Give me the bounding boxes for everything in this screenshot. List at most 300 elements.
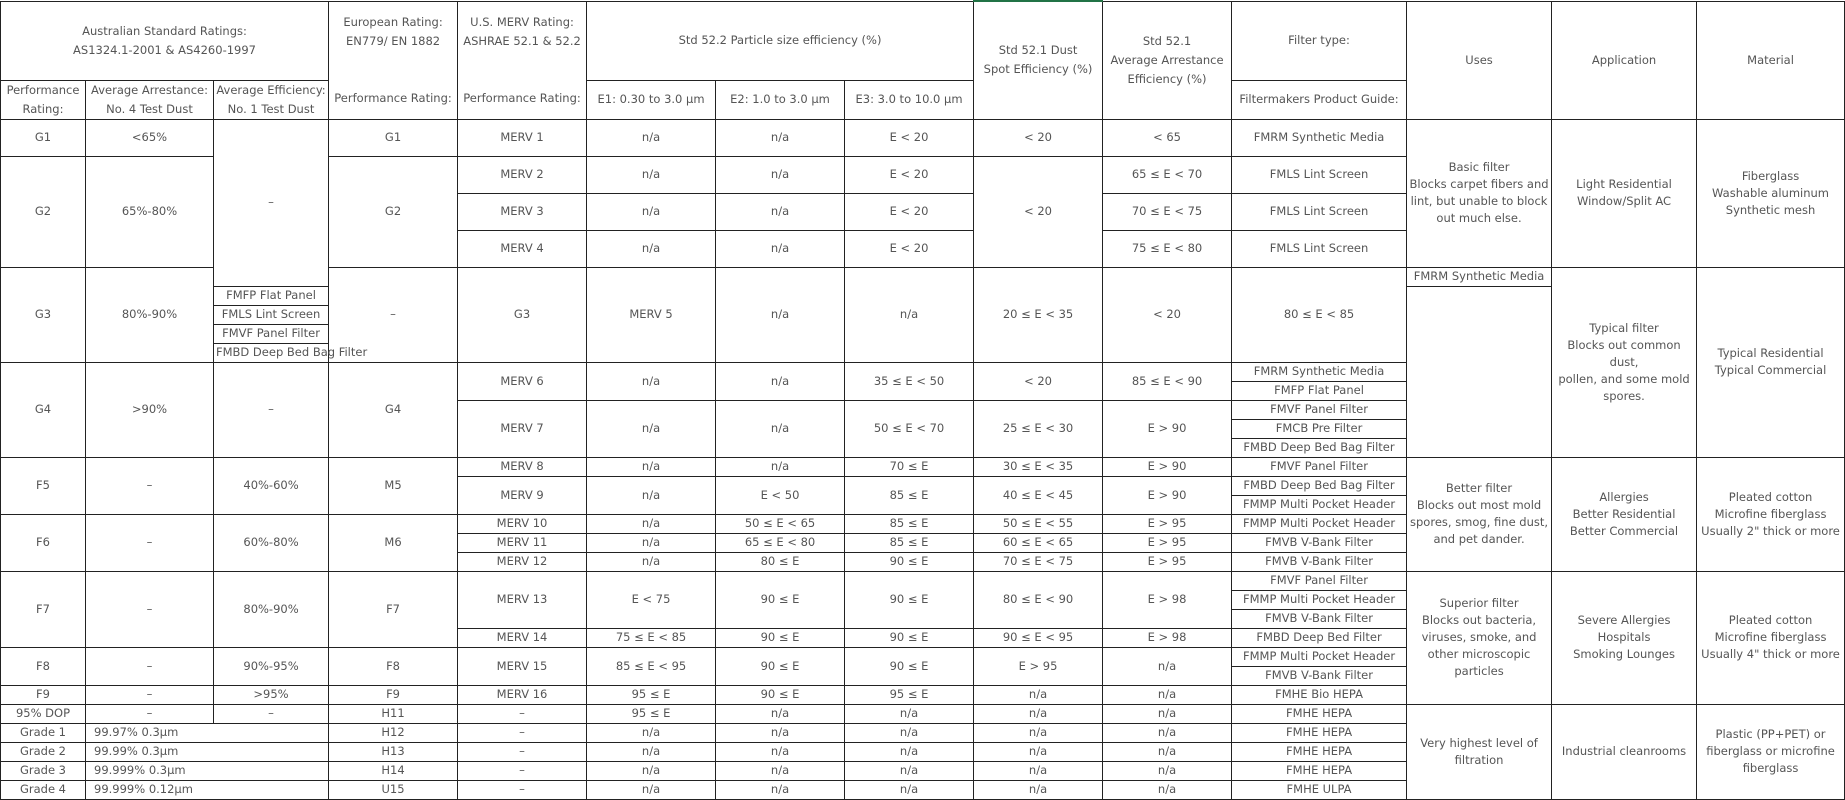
uses-line: Superior filter (1439, 596, 1519, 610)
cell[interactable]: F6 (1, 514, 86, 571)
cell[interactable]: n/a (716, 400, 845, 457)
cell[interactable]: E < 20 (845, 119, 974, 156)
average-efficiency-line1: Average Efficiency: (216, 82, 326, 97)
table-row (1, 571, 1845, 590)
cell[interactable]: – (214, 704, 329, 723)
uses-line: viruses, smoke, and (1421, 630, 1537, 644)
cell[interactable]: 80%-90% (86, 267, 214, 362)
cell[interactable]: 80 ≤ E < 90 (974, 571, 1103, 628)
cell[interactable]: < 20 (974, 362, 1103, 400)
cell[interactable]: FMMP Multi Pocket Header (1232, 495, 1407, 514)
cell[interactable]: MERV 12 (458, 552, 587, 571)
cell[interactable]: 50 ≤ E < 55 (974, 514, 1103, 533)
cell[interactable]: FMLS Lint Screen (1232, 156, 1407, 193)
performance-rating-line2: Rating: (22, 101, 64, 116)
cell[interactable]: FMVB V-Bank Filter (1232, 666, 1407, 685)
cell[interactable]: E > 95 (974, 647, 1103, 685)
material-line: Pleated cotton (1728, 489, 1813, 504)
cell[interactable]: n/a (587, 533, 716, 552)
cell[interactable]: F8 (1, 647, 86, 685)
cell[interactable]: MERV 1 (458, 119, 587, 156)
cell[interactable]: E > 90 (1103, 400, 1232, 457)
cell[interactable]: 70 ≤ E (845, 457, 974, 476)
cell[interactable]: MERV 6 (458, 362, 587, 400)
cell[interactable]: 50 ≤ E < 65 (716, 514, 845, 533)
cell[interactable]: n/a (587, 230, 716, 267)
cell[interactable]: 90 ≤ E (845, 571, 974, 628)
cell[interactable]: FMBD Deep Bed Filter (1232, 628, 1407, 647)
uses-line: Blocks out common dust, (1567, 337, 1681, 369)
australian-ratings-title: Australian Standard Ratings: (82, 23, 247, 38)
cell[interactable]: n/a (587, 723, 716, 742)
cell[interactable]: FMRM Synthetic Media (1232, 119, 1407, 156)
cell[interactable]: E < 20 (845, 193, 974, 230)
cell[interactable]: 99.999% 0.3µm (86, 761, 329, 780)
cell[interactable]: 90 ≤ E (716, 571, 845, 628)
cell[interactable]: n/a (974, 761, 1103, 780)
material-better[interactable] (1697, 457, 1845, 571)
cell[interactable]: – (86, 457, 214, 514)
cell[interactable]: F7 (329, 571, 458, 647)
cell[interactable]: n/a (845, 780, 974, 799)
cell[interactable]: H14 (329, 761, 458, 780)
application-line: Better Commercial (1569, 523, 1679, 538)
cell[interactable]: FMVB V-Bank Filter (1232, 552, 1407, 571)
cell[interactable]: MERV 13 (458, 571, 587, 628)
application-line: Smoking Lounges (1573, 647, 1675, 661)
cell[interactable]: H13 (329, 742, 458, 761)
cell[interactable]: n/a (1103, 704, 1232, 723)
cell[interactable]: n/a (716, 761, 845, 780)
application-line: Light Residential (1576, 177, 1672, 191)
cell[interactable]: 65 ≤ E < 80 (716, 533, 845, 552)
uses-typical[interactable] (1552, 267, 1697, 457)
uses-line: pollen, and some mold (1558, 371, 1690, 386)
cell[interactable]: – (86, 514, 214, 571)
material-line: Washable aluminum (1712, 185, 1829, 200)
cell[interactable]: n/a (1103, 685, 1232, 704)
cell[interactable]: n/a (845, 723, 974, 742)
uses-line: filtration (1454, 752, 1504, 767)
performance-rating-line1: Performance (6, 82, 80, 97)
cell[interactable]: U15 (329, 780, 458, 799)
cell[interactable]: – (458, 780, 587, 799)
cell[interactable]: 85 ≤ E (845, 533, 974, 552)
cell[interactable]: n/a (716, 230, 845, 267)
cell[interactable]: F9 (1, 685, 86, 704)
uses-line: Blocks out most mold (1416, 498, 1542, 512)
cell[interactable]: n/a (974, 723, 1103, 742)
cell[interactable]: 70 ≤ E < 75 (974, 552, 1103, 571)
cell[interactable]: n/a (587, 156, 716, 193)
cell[interactable]: n/a (716, 704, 845, 723)
cell[interactable]: FMLS Lint Screen (1232, 230, 1407, 267)
uses-line: Very highest level of (1420, 735, 1538, 750)
cell[interactable]: FMLS Lint Screen (1232, 193, 1407, 230)
cell[interactable]: FMVB V-Bank Filter (1232, 533, 1407, 552)
cell[interactable]: n/a (845, 761, 974, 780)
std521-dust-header[interactable] (974, 1, 1103, 119)
cell[interactable]: F9 (329, 685, 458, 704)
uses-line: other microscopic (1427, 647, 1531, 661)
cell[interactable]: – (86, 685, 214, 704)
cell[interactable]: Grade 4 (1, 780, 86, 799)
cell[interactable]: G3 (1, 267, 86, 362)
e3-header[interactable]: E3: 3.0 to 10.0 µm (845, 80, 974, 119)
cell[interactable]: MERV 11 (458, 533, 587, 552)
cell[interactable]: – (458, 742, 587, 761)
cell[interactable]: n/a (716, 362, 845, 400)
cell[interactable]: n/a (716, 193, 845, 230)
cell[interactable]: n/a (1103, 761, 1232, 780)
cell[interactable]: n/a (974, 780, 1103, 799)
table-row (1, 119, 1845, 156)
cell[interactable]: MERV 15 (458, 647, 587, 685)
cell[interactable]: – (214, 362, 329, 457)
cell[interactable]: – (86, 571, 214, 647)
uses-line: particles (1454, 664, 1504, 678)
cell[interactable]: E > 95 (1103, 552, 1232, 571)
cell[interactable]: F8 (329, 647, 458, 685)
cell[interactable]: 40%-60% (214, 457, 329, 514)
cell[interactable]: FMBD Deep Bed Bag Filter (1232, 476, 1407, 495)
cell[interactable]: 80%-90% (214, 571, 329, 647)
cell[interactable]: E < 50 (716, 476, 845, 514)
cell[interactable]: n/a (587, 514, 716, 533)
average-efficiency-line2: No. 1 Test Dust (227, 101, 315, 116)
material-line: Microfine fiberglass (1714, 506, 1827, 521)
cell[interactable]: FMBD Deep Bed Bag Filter (214, 343, 329, 362)
cell[interactable]: Grade 3 (1, 761, 86, 780)
european-rating-header[interactable] (329, 1, 458, 119)
cell[interactable]: E < 20 (845, 230, 974, 267)
merv-performance-rating-label: Performance Rating: (463, 90, 581, 105)
material-line: Microfine fiberglass (1714, 630, 1827, 644)
cell[interactable]: E > 95 (1103, 533, 1232, 552)
cell[interactable]: n/a (845, 704, 974, 723)
cell[interactable]: 90 ≤ E (716, 628, 845, 647)
cell[interactable]: MERV 9 (458, 476, 587, 514)
cell[interactable]: 35 ≤ E < 50 (845, 362, 974, 400)
cell[interactable]: n/a (716, 267, 845, 362)
application-typical[interactable] (1697, 267, 1845, 457)
cell[interactable]: – (458, 761, 587, 780)
cell[interactable]: 90 ≤ E (845, 647, 974, 685)
cell[interactable]: FMHE HEPA (1232, 723, 1407, 742)
cell[interactable]: MERV 8 (458, 457, 587, 476)
cell[interactable]: 95 ≤ E (587, 685, 716, 704)
cell[interactable]: n/a (716, 723, 845, 742)
application-superior[interactable] (1552, 571, 1697, 704)
average-efficiency-header[interactable] (214, 80, 329, 119)
cell[interactable]: 65 ≤ E < 70 (1103, 156, 1232, 193)
cell[interactable]: 90 ≤ E (716, 647, 845, 685)
cell[interactable]: F5 (1, 457, 86, 514)
cell[interactable]: n/a (716, 119, 845, 156)
material-line: Fiberglass (1741, 168, 1800, 183)
uses-basic[interactable] (1407, 119, 1552, 267)
cell[interactable]: FMVF Panel Filter (1232, 571, 1407, 590)
european-rating-subtitle: EN779/ EN 1882 (345, 33, 441, 48)
uses-line: Blocks carpet fibers and (1409, 177, 1549, 191)
cell[interactable]: n/a (716, 742, 845, 761)
cell[interactable]: n/a (974, 685, 1103, 704)
cell[interactable]: MERV 14 (458, 628, 587, 647)
cell[interactable]: n/a (845, 742, 974, 761)
cell[interactable]: F7 (1, 571, 86, 647)
cell[interactable]: >95% (214, 685, 329, 704)
uses-line: spores. (1603, 388, 1645, 403)
cell[interactable]: >90% (86, 362, 214, 457)
cell[interactable]: – (458, 704, 587, 723)
uses-line: Typical filter (1589, 320, 1659, 335)
cell[interactable]: – (86, 647, 214, 685)
cell[interactable]: FMLS Lint Screen (214, 305, 329, 324)
european-rating-title: European Rating: (343, 14, 443, 29)
cell[interactable]: MERV 16 (458, 685, 587, 704)
cell[interactable]: G4 (1, 362, 86, 457)
cell[interactable]: G1 (1, 119, 86, 156)
cell[interactable]: 80 ≤ E < 85 (1232, 267, 1407, 362)
cell[interactable]: FMMP Multi Pocket Header (1232, 590, 1407, 609)
application-line: Better Residential (1572, 506, 1676, 521)
product-guide-header[interactable]: Filtermakers Product Guide: (1232, 80, 1407, 119)
table-row (1, 457, 1845, 476)
cell[interactable]: G1 (329, 119, 458, 156)
cell[interactable]: FMHE Bio HEPA (1232, 685, 1407, 704)
cell[interactable]: MERV 3 (458, 193, 587, 230)
cell[interactable]: n/a (716, 156, 845, 193)
merv-rating-title: U.S. MERV Rating: (470, 14, 574, 29)
cell[interactable]: 95% DOP (1, 704, 86, 723)
cell[interactable]: 90 ≤ E (845, 552, 974, 571)
cell[interactable]: 65%-80% (86, 156, 214, 267)
cell[interactable]: FMRM Synthetic Media (1232, 362, 1407, 381)
std522-header[interactable]: Std 52.2 Particle size efficiency (%) (587, 1, 974, 80)
uses-better[interactable] (1407, 457, 1552, 571)
cell[interactable]: Grade 1 (1, 723, 86, 742)
cell[interactable]: 60 ≤ E < 65 (974, 533, 1103, 552)
cell[interactable]: H12 (329, 723, 458, 742)
cell[interactable]: FMBD Deep Bed Bag Filter (1232, 438, 1407, 457)
cell[interactable]: FMFP Flat Panel (214, 286, 329, 305)
merv-rating-header[interactable] (458, 1, 587, 119)
material-basic[interactable] (1697, 119, 1845, 267)
cell[interactable]: n/a (1103, 723, 1232, 742)
material-line: Plastic (PP+PET) or (1715, 727, 1826, 741)
average-arrestance-header[interactable] (86, 80, 214, 119)
cell[interactable]: FMHE ULPA (1232, 780, 1407, 799)
application-line: Hospitals (1597, 630, 1651, 644)
cell[interactable]: 70 ≤ E < 75 (1103, 193, 1232, 230)
cell[interactable]: n/a (716, 780, 845, 799)
cell[interactable]: FMVF Panel Filter (1232, 400, 1407, 419)
uses-line: out much else. (1436, 211, 1522, 225)
table-row (1, 704, 1845, 723)
e1-header[interactable]: E1: 0.30 to 3.0 µm (587, 80, 716, 119)
cell[interactable]: n/a (1103, 647, 1232, 685)
cell[interactable]: MERV 7 (458, 400, 587, 457)
cell[interactable]: – (86, 704, 214, 723)
uses-superior[interactable] (1407, 571, 1552, 704)
cell[interactable]: FMFP Flat Panel (1232, 381, 1407, 400)
cell[interactable]: – (458, 723, 587, 742)
cell[interactable]: n/a (587, 193, 716, 230)
material-line: Usually 2" thick or more (1701, 523, 1840, 538)
cell[interactable]: G4 (329, 362, 458, 457)
uses-line: Blocks out bacteria, (1421, 613, 1537, 627)
cell[interactable]: n/a (587, 742, 716, 761)
filter-type-header[interactable]: Filter type: (1232, 1, 1407, 80)
cell[interactable]: MERV 10 (458, 514, 587, 533)
application-line: Typical Residential (1717, 346, 1824, 360)
material-line: Usually 4" thick or more (1701, 647, 1840, 661)
cell[interactable]: 75 ≤ E < 80 (1103, 230, 1232, 267)
australian-ratings-header[interactable] (1, 1, 329, 80)
cell[interactable]: n/a (587, 761, 716, 780)
cell[interactable]: n/a (587, 400, 716, 457)
cell[interactable]: H11 (329, 704, 458, 723)
cell[interactable]: 40 ≤ E < 45 (974, 476, 1103, 514)
application-line: Allergies (1599, 489, 1649, 504)
cell[interactable]: MERV 2 (458, 156, 587, 193)
merv-rating-subtitle: ASHRAE 52.1 & 52.2 (463, 33, 581, 48)
cell[interactable]: FMMP Multi Pocket Header (1232, 647, 1407, 666)
cell[interactable]: Grade 2 (1, 742, 86, 761)
cell[interactable]: 90 ≤ E (845, 628, 974, 647)
cell[interactable]: E > 90 (1103, 476, 1232, 514)
application-basic[interactable] (1552, 119, 1697, 267)
cell[interactable]: 90 ≤ E < 95 (974, 628, 1103, 647)
cell[interactable]: n/a (974, 742, 1103, 761)
cell[interactable]: 25 ≤ E < 30 (974, 400, 1103, 457)
cell[interactable]: 85 ≤ E (845, 514, 974, 533)
cell[interactable]: 20 ≤ E < 35 (974, 267, 1103, 362)
cell[interactable]: G3 (458, 267, 587, 362)
uses-header[interactable]: Uses (1407, 1, 1552, 119)
cell[interactable]: n/a (1103, 780, 1232, 799)
cell[interactable]: 95 ≤ E (845, 685, 974, 704)
cell[interactable]: G2 (329, 156, 458, 267)
cell[interactable]: < 20 (974, 119, 1103, 156)
cell[interactable]: MERV 4 (458, 230, 587, 267)
material-line: fiberglass (1742, 761, 1799, 775)
application-better[interactable] (1552, 457, 1697, 571)
cell[interactable]: FMVF Panel Filter (214, 324, 329, 343)
cell[interactable]: 60%-80% (214, 514, 329, 571)
cell[interactable]: < 65 (1103, 119, 1232, 156)
material-superior[interactable] (1697, 571, 1845, 704)
material-header[interactable]: Material (1697, 1, 1845, 119)
cell[interactable]: E < 75 (587, 571, 716, 628)
uses-line: lint, but unable to block (1410, 194, 1548, 208)
cell[interactable]: FMHE HEPA (1232, 761, 1407, 780)
std521-arrestance-line1: Std 52.1 (1142, 33, 1192, 48)
cell[interactable]: M5 (329, 457, 458, 514)
application-line: Severe Allergies (1577, 613, 1671, 627)
cell[interactable]: <65% (86, 119, 214, 156)
cell[interactable]: – (329, 267, 458, 362)
cell[interactable]: n/a (587, 362, 716, 400)
cell[interactable]: G2 (1, 156, 86, 267)
uses-line: Basic filter (1448, 160, 1510, 174)
cell[interactable]: FMVB V-Bank Filter (1232, 609, 1407, 628)
cell[interactable]: 90%-95% (214, 647, 329, 685)
cell[interactable]: FMHE HEPA (1232, 704, 1407, 723)
application-highest[interactable] (1552, 704, 1697, 799)
application-header[interactable]: Application (1552, 1, 1697, 119)
australian-ratings-subtitle: AS1324.1-2001 & AS4260-1997 (73, 42, 256, 57)
application-line: Typical Commercial (1714, 363, 1827, 377)
std521-dust-line2: Spot Efficiency (%) (983, 62, 1093, 77)
uses-line: Better filter (1445, 481, 1513, 495)
cell[interactable]: 30 ≤ E < 35 (974, 457, 1103, 476)
european-performance-rating-label: Performance Rating: (334, 90, 452, 105)
cell[interactable]: E < 20 (845, 156, 974, 193)
std521-dust-line1: Std 52.1 Dust (998, 43, 1078, 58)
material-line: fiberglass or microfine (1706, 744, 1835, 758)
cell[interactable]: n/a (587, 457, 716, 476)
cell[interactable]: < 20 (1103, 267, 1232, 362)
cell[interactable]: 99.99% 0.3µm (86, 742, 329, 761)
cell[interactable]: n/a (716, 457, 845, 476)
material-line: Synthetic mesh (1725, 202, 1816, 217)
cell[interactable]: n/a (1103, 742, 1232, 761)
cell[interactable]: FMMP Multi Pocket Header (1232, 514, 1407, 533)
performance-rating-header[interactable] (1, 80, 86, 119)
cell[interactable]: n/a (587, 552, 716, 571)
cell[interactable]: 95 ≤ E (587, 704, 716, 723)
average-arrestance-line1: Average Arrestance: (91, 82, 208, 97)
material-highest[interactable] (1697, 704, 1845, 799)
e2-header[interactable]: E2: 1.0 to 3.0 µm (716, 80, 845, 119)
cell[interactable]: 85 ≤ E (845, 476, 974, 514)
application-line: Window/Split AC (1576, 194, 1672, 208)
cell[interactable]: 99.97% 0.3µm (86, 723, 329, 742)
cell[interactable]: FMRM Synthetic Media (1407, 267, 1552, 286)
application-line: Industrial cleanrooms (1561, 744, 1687, 758)
cell[interactable]: E > 95 (1103, 514, 1232, 533)
uses-line: spores, smog, fine dust, (1410, 515, 1549, 529)
cell[interactable]: FMHE HEPA (1232, 742, 1407, 761)
uses-highest[interactable] (1407, 704, 1552, 799)
cell[interactable]: 80 ≤ E (716, 552, 845, 571)
cell[interactable]: E > 98 (1103, 571, 1232, 628)
cell[interactable]: n/a (845, 267, 974, 362)
material-line: Pleated cotton (1728, 613, 1813, 627)
cell[interactable]: FMCB Pre Filter (1232, 419, 1407, 438)
cell[interactable]: 75 ≤ E < 85 (587, 628, 716, 647)
cell[interactable]: n/a (587, 119, 716, 156)
cell[interactable]: M6 (329, 514, 458, 571)
cell[interactable]: 85 ≤ E < 90 (1103, 362, 1232, 400)
cell[interactable]: n/a (587, 780, 716, 799)
std521-arrestance-header[interactable] (1103, 1, 1232, 119)
cell[interactable]: n/a (587, 476, 716, 514)
cell[interactable]: 99.999% 0.12µm (86, 780, 329, 799)
cell[interactable]: – (214, 119, 329, 286)
cell[interactable]: 90 ≤ E (716, 685, 845, 704)
cell[interactable]: < 20 (974, 156, 1103, 267)
cell[interactable]: n/a (974, 704, 1103, 723)
cell[interactable]: E > 98 (1103, 628, 1232, 647)
cell[interactable]: FMVF Panel Filter (1232, 457, 1407, 476)
cell[interactable]: E > 90 (1103, 457, 1232, 476)
cell[interactable]: 50 ≤ E < 70 (845, 400, 974, 457)
cell[interactable]: MERV 5 (587, 267, 716, 362)
average-arrestance-line2: No. 4 Test Dust (106, 101, 193, 116)
cell[interactable]: 85 ≤ E < 95 (587, 647, 716, 685)
